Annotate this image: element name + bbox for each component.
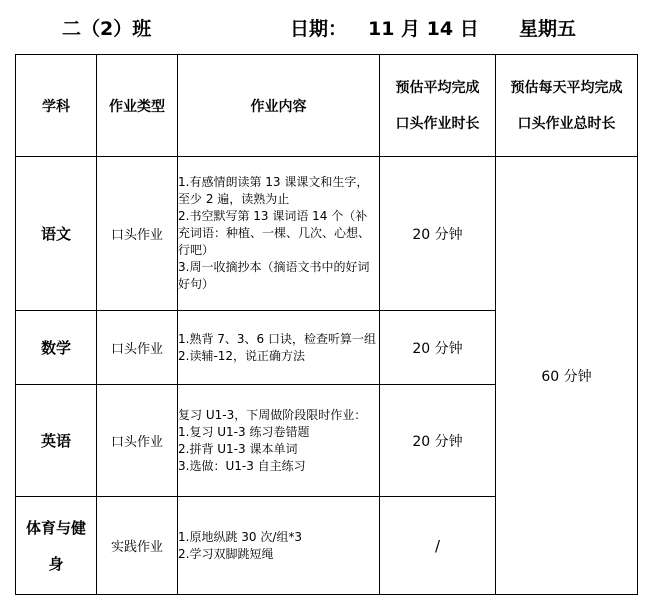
col-header-subject: 学科 bbox=[16, 55, 97, 157]
content-line: 1.原地纵跳 30 次/组*3 bbox=[178, 529, 303, 544]
col-header-avg-duration-line2: 口头作业时长 bbox=[395, 115, 480, 132]
type-cell: 实践作业 bbox=[97, 497, 178, 595]
content-line: 3.周一收摘抄本（摘语文书中的好词好句） bbox=[178, 260, 370, 291]
duration-cell: / bbox=[380, 497, 496, 595]
subject-cell bbox=[16, 497, 97, 595]
content-line: 复习 U1-3，下周做阶段限时作业： bbox=[178, 407, 367, 422]
subject-line: 身 bbox=[48, 554, 64, 573]
weekday: 星期五 bbox=[519, 18, 577, 40]
content-line: 2.书空默写第 13 课词语 14 个（补充词语：种植、一棵、几次、心想、行吧） bbox=[178, 209, 371, 257]
col-header-avg-duration-line1: 预估平均完成 bbox=[395, 79, 480, 96]
col-header-total-duration-line1: 预估每天平均完成 bbox=[510, 79, 623, 96]
date-value: 11 月 14 日 bbox=[368, 18, 479, 40]
subject-cell: 数学 bbox=[16, 311, 97, 385]
content-line: 1.有感情朗读第 13 课课文和生字，至少 2 遍，读熟为止 bbox=[178, 175, 369, 206]
subject-line: 体育与健 bbox=[25, 518, 86, 537]
type-cell: 口头作业 bbox=[97, 385, 178, 497]
class-name: 二（2）班 bbox=[62, 18, 152, 40]
col-header-avg-duration bbox=[380, 55, 496, 157]
date-label: 日期： bbox=[290, 18, 348, 40]
type-cell: 口头作业 bbox=[97, 157, 178, 311]
content-line: 2.拼背 U1-3 课本单词 bbox=[178, 441, 298, 456]
duration-cell: 20 分钟 bbox=[380, 385, 496, 497]
content-line: 2.读辅-12，说正确方法 bbox=[178, 348, 306, 363]
homework-table bbox=[15, 54, 638, 595]
content-cell bbox=[178, 497, 380, 595]
content-line: 3.选做：U1-3 自主练习 bbox=[178, 458, 306, 473]
duration-cell: 20 分钟 bbox=[380, 157, 496, 311]
duration-cell: 20 分钟 bbox=[380, 311, 496, 385]
content-line: 1.熟背 7、3、6 口诀，检查听算一组 bbox=[178, 331, 376, 346]
col-header-total-duration bbox=[496, 55, 638, 157]
content-line: 1.复习 U1-3 练习卷错题 bbox=[178, 424, 310, 439]
col-header-content: 作业内容 bbox=[178, 55, 380, 157]
subject-cell: 英语 bbox=[16, 385, 97, 497]
content-line: 2.学习双脚跳短绳 bbox=[178, 546, 274, 561]
content-cell bbox=[178, 311, 380, 385]
content-cell bbox=[178, 157, 380, 311]
col-header-total-duration-line2: 口头作业总时长 bbox=[517, 115, 616, 132]
col-header-type: 作业类型 bbox=[97, 55, 178, 157]
type-cell: 口头作业 bbox=[97, 311, 178, 385]
content-cell bbox=[178, 385, 380, 497]
table-row bbox=[16, 157, 638, 311]
total-duration-cell: 60 分钟 bbox=[496, 157, 638, 595]
header-row bbox=[16, 55, 638, 157]
page-header bbox=[0, 8, 653, 44]
subject-cell: 语文 bbox=[16, 157, 97, 311]
